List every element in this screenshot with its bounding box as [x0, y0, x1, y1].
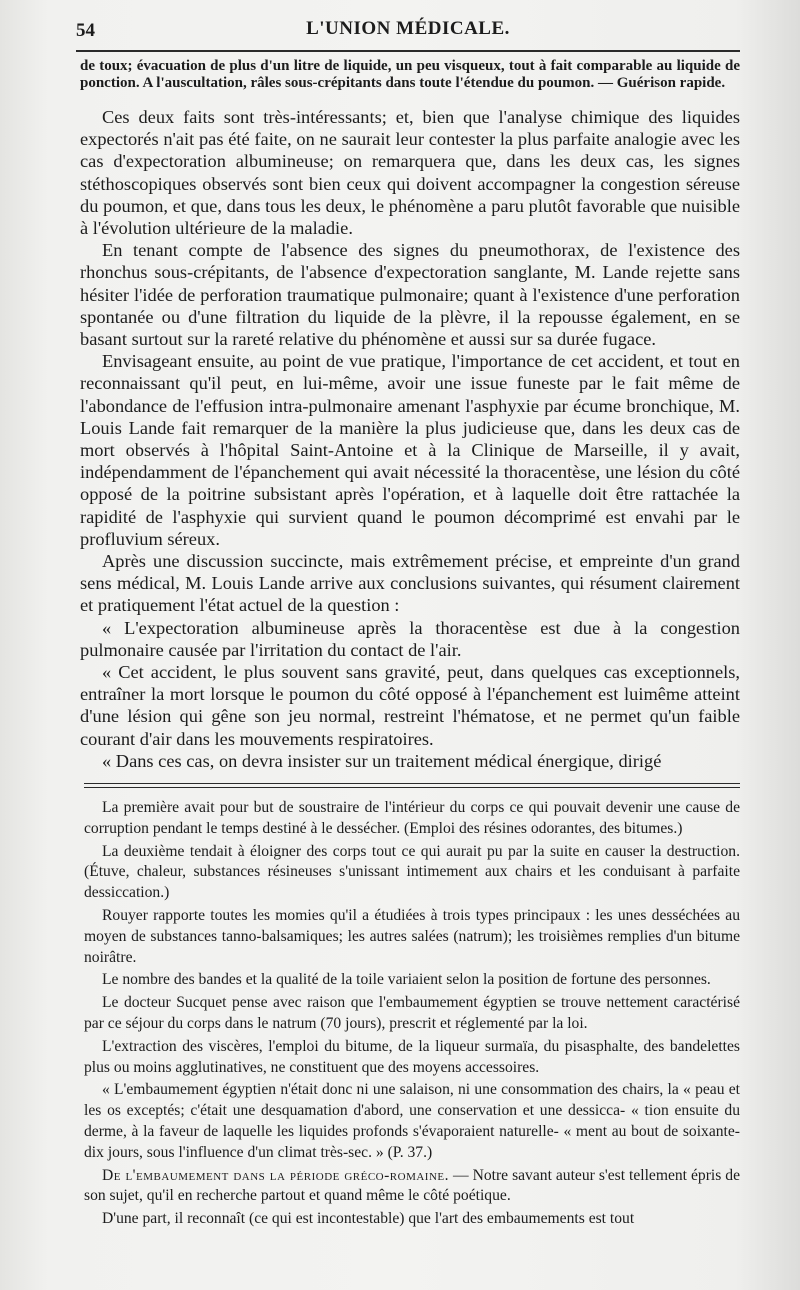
note-paragraph: Le docteur Sucquet pense avec raison que l'embaumement égyptien se trouve nettement caractérisé par ce séjour du corps dans le natrum (70 jours), prescrit et réglementé par la loi. [84, 994, 740, 1032]
note-paragraph-greco [84, 1166, 740, 1208]
feuilleton-text [84, 798, 740, 1232]
body-paragraph: « Dans ces cas, on devra insister sur un traitement médical énergique, dirigé [102, 750, 662, 771]
note-paragraph: La deuxième tendait à éloigner des corps tout ce qui aurait pu par la suite en causer la destruction. (Étuve, chaleur, substances résineuses s'unissant intimement aux chairs et les conduisant à parfaite dessiccation.) [84, 842, 740, 902]
greco-text: — Notre savant auteur s'est tellement épris de son sujet, qu'il en recherche partout et quand même le côté poétique. [84, 1166, 740, 1205]
journal-title: L'UNION MÉDICALE. [306, 18, 510, 39]
page-number: 54 [76, 20, 95, 41]
header-rule [76, 50, 740, 52]
body-paragraph: « L'expectoration albumineuse après la thoracentèse est due à la congestion pulmonaire causée par l'irritation du contact de l'air. [80, 617, 740, 660]
note-paragraph: La première avait pour but de soustraire de l'intérieur du corps ce qui pouvait devenir une cause de corruption pendant le temps destiné à le dessécher. (Emploi des résines odorantes, des bitumes.) [84, 799, 740, 837]
body-paragraph: « Cet accident, le plus souvent sans gravité, peut, dans quelques cas exceptionnels, entraîner la mort lorsque le poumon du côté opposé à l'épanchement est luimême atteint d'une lésion qui gêne son jeu normal, restreint l'hématose, et ne permet qu'un faible courant d'air dans les mouvements respiratoires. [80, 662, 740, 749]
intro-paragraph: de toux; évacuation de plus d'un litre de liquide, un peu visqueux, tout à fait comparable au liquide de ponction. A l'auscultation, râles sous-crépitants dans toute l'étendue du poumon. — Guérison rapide. [80, 58, 740, 91]
body-paragraph: Ces deux faits sont très-intéressants; et, bien que l'analyse chimique des liquides expectorés n'ait pas été faite, on ne saurait leur contester la plus parfaite analogie avec les cas d'expectoration albumineuse; on remarquera que, dans les deux cas, les signes stéthoscopiques observés sont bien ceux qui doivent accompagner la congestion séreuse du poumon, et que, dans tous les deux, le phénomène a paru plutôt favorable que nuisible à l'évolution ultérieure de la maladie. [80, 107, 740, 239]
note-paragraph: D'une part, il reconnaît (ce qui est incontestable) que l'art des embaumements est tout [102, 1210, 635, 1228]
body-paragraph: En tenant compte de l'absence des signes du pneumothorax, de l'existence des rhonchus sous-crépitants, de l'absence d'expectoration sanglante, M. Lande rejette sans hésiter l'idée de perforation traumatique pulmonaire; quant à l'existence d'une perforation spontanée ou d'une filtration du liquide de la plèvre, il la repousse également, en se basant surtout sur la rareté relative du phénomène et aussi sur sa durée fugace. [80, 240, 740, 350]
note-paragraph: « L'embaumement égyptien n'était donc ni une salaison, ni une consommation des chairs, la « peau et les os exceptés; c'était une desquamation d'abord, une conservation et une dessicca- « tion ensuite du derme, à la faveur de laquelle les liquides profonds s'évaporaient naturelle- « ment au bout de soixante-dix jours, sous l'influence d'un climat très-sec. » (P. 37.) [84, 1081, 740, 1161]
body-paragraph: Après une discussion succincte, mais extrêmement précise, et empreinte d'un grand sens médical, M. Louis Lande arrive aux conclusions suivantes, qui résument clairement et pratiquement l'état actuel de la question : [80, 551, 740, 616]
note-paragraph: Le nombre des bandes et la qualité de la toile variaient selon la position de fortune des personnes. [102, 971, 711, 989]
note-paragraph: Rouyer rapporte toutes les momies qu'il a étudiées à trois types principaux : les unes desséchées au moyen de substances tanno-balsamiques; les autres salées (natrum); les troisièmes remplies d'un bitume noirâtre. [84, 906, 740, 966]
page-header [76, 14, 740, 44]
body-paragraph: Envisageant ensuite, au point de vue pratique, l'importance de cet accident, et tout en reconnaissant qu'il peut, en lui-même, avoir une issue funeste par le fait même de l'abondance de l'effusion intra-pulmonaire amenant l'asphyxie par écume bronchique, M. Louis Lande fait remarquer de la manière la plus judicieuse que, dans les deux cas de mort observés à l'hôpital Saint-Antoine et à la Clinique de Marseille, il y avait, indépendamment de l'épanchement qui avait nécessité la thoracentèse, une lésion du côté opposé de la poitrine subsistant après l'opération, et à laquelle doit être rattachée la rapidité de l'asphyxie qui survient quand le poumon décomprimé est envahi par le profluvium séreux. [80, 351, 740, 549]
main-text [80, 58, 740, 772]
section-divider [84, 783, 740, 788]
note-paragraph: L'extraction des viscères, l'emploi du bitume, de la liqueur surmaïa, du pisasphalte, des bandelettes plus ou moins agglutinatives, ne constituent que des moyens accessoires. [84, 1037, 740, 1076]
section-heading-greco: De l'embaumement dans la période gréco-romaine. [102, 1166, 450, 1184]
